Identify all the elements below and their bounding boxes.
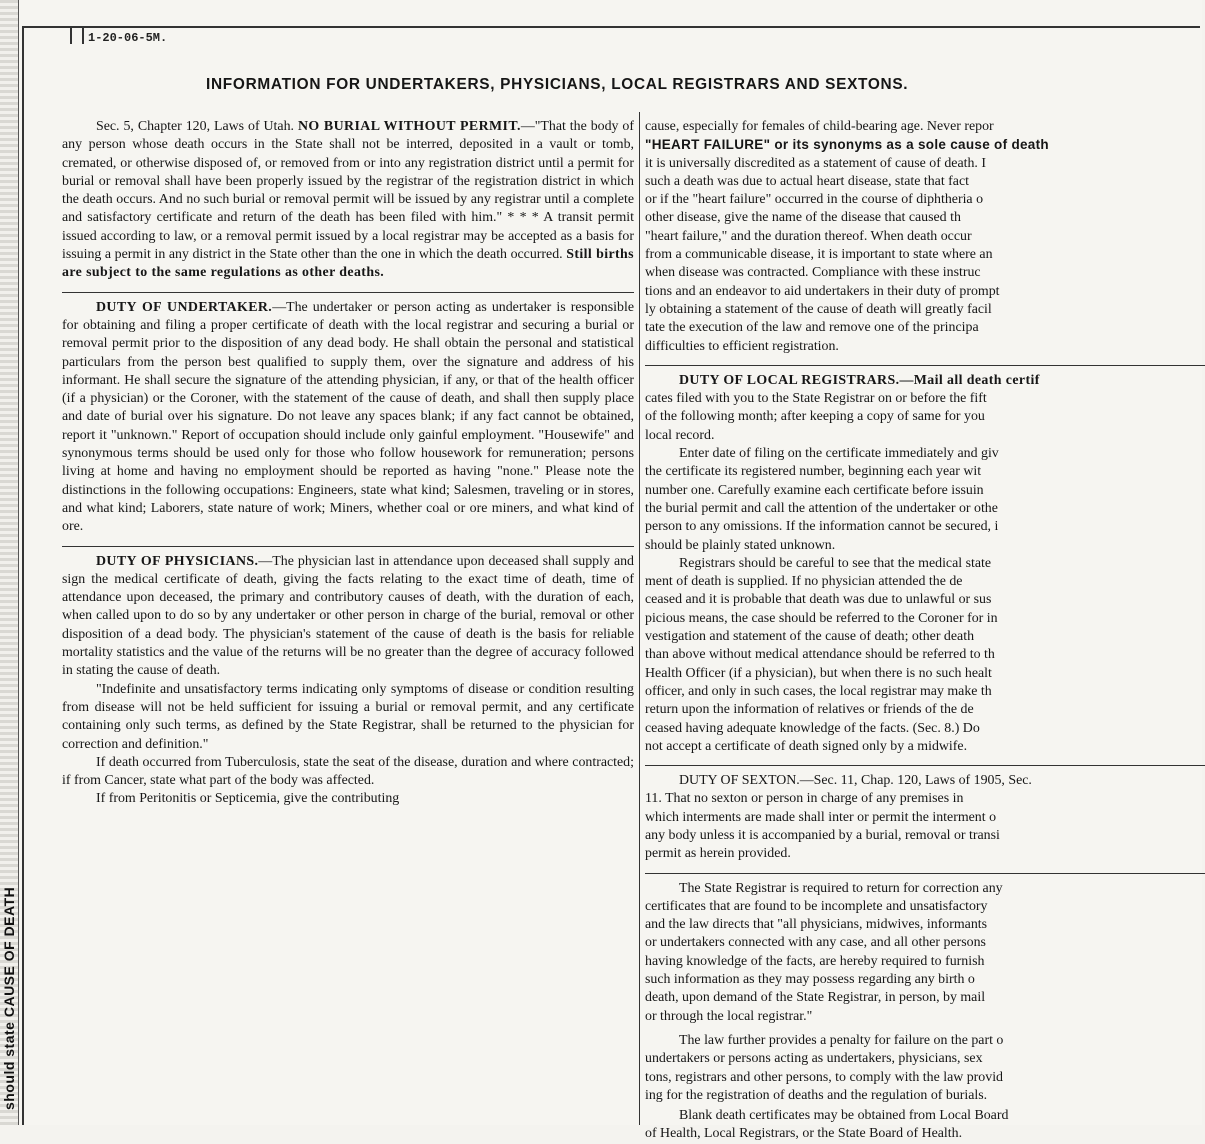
text-line: the certificate its registered number, beginning each year wit	[645, 464, 982, 480]
tuberculosis-note: If death occurred from Tuberculosis, state the seat of the disease, duration and where contracted; if from Cancer, state what part of the body was affected.	[62, 754, 634, 789]
text-line: officer, and only in such cases, the local registrar may make th	[645, 683, 992, 699]
text-line: the burial permit and call the attention of the undertaker or othe	[645, 500, 998, 516]
form-id: 1-20-06-5M.	[88, 31, 168, 45]
local-registrars-section	[645, 372, 1205, 756]
text-line: such information as they may possess regarding any birth o	[645, 972, 975, 988]
section-divider	[645, 873, 1205, 874]
text-line: tions and an endeavor to aid undertakers in their duty of prompt	[645, 283, 1000, 299]
section-divider	[62, 546, 634, 547]
still-births-note: Still births are subject to the same regulations as other deaths.	[62, 247, 634, 281]
text-line: and the law directs that "all physicians, midwives, informants	[645, 917, 988, 933]
text-line: other disease, give the name of the disease that caused th	[645, 210, 961, 226]
text-line: ceased and it is probable that death was due to unlawful or sus	[645, 592, 992, 608]
text-line: cause, especially for females of child-bearing age. Never repor	[645, 119, 994, 134]
section-divider	[62, 292, 634, 293]
form-id-bars	[70, 28, 84, 44]
text-line: should be plainly stated unknown.	[645, 537, 836, 553]
text-line: having knowledge of the facts, are hereby required to furnish	[645, 953, 985, 969]
text-line: tate the execution of the law and remove one of the principa	[645, 320, 979, 336]
text-line: Enter date of filing on the certificate immediately and giv	[679, 446, 999, 462]
text-line: or through the local registrar."	[645, 1008, 813, 1024]
margin-strip	[0, 0, 19, 1125]
text-line: ment of death is supplied. If no physician attended the de	[645, 574, 963, 590]
text-line: Registrars should be careful to see that the medical state	[679, 555, 992, 571]
text-line: permit as herein provided.	[645, 846, 791, 862]
text-line: any body unless it is accompanied by a burial, removal or transi	[645, 827, 1000, 843]
text-line: cates filed with you to the State Registrar on or before the fift	[645, 391, 987, 407]
burial-permit-text: —"That the body of any person whose death occurs in the State shall not be interred, deposited in a vault or tomb, cremated, or otherwise disposed of, or removed from or into any registration district until a permit for burial or removal shall have been properly issued by the registrar of the registration district in which the death occurs. And no such burial or removal permit will be issued by any registrar until a complete and satisfactory certificate and return of the death has been filed with him." * * * A transit permit issued according to law, or a removal permit issued by a local registrar may be accepted as a basis for issuing a permit in any district in the State other than the one in which the death occurred.	[62, 119, 634, 263]
undertaker-section	[62, 299, 634, 537]
text-line: person to any omissions. If the information cannot be secured, i	[645, 519, 999, 535]
text-line: than above without medical attendance should be referred to th	[645, 647, 995, 663]
undertaker-heading: DUTY OF UNDERTAKER.	[96, 299, 273, 315]
column-divider	[639, 112, 640, 1125]
text-line: number one. Carefully examine each certificate before issuin	[645, 482, 984, 498]
penalty-section	[645, 1032, 1205, 1105]
state-registrar-section	[645, 880, 1205, 1026]
undertaker-text: —The undertaker or person acting as undertaker is responsible for obtaining and filing a proper certificate of death with the local registrar and securing a burial or removal permit prior to the disposition of any dead body. He shall obtain the personal and statistical particulars from the person best qualified to supply them, over the signature and address of his informant. He shall secure the signature of the attending physician, if any, or that of the health officer (if a physician) or the Coroner, with the statement of the cause of death, and shall then supply place and date of burial over his signature. Do not leave any spaces blank; if any fact cannot be obtained, report it "unknown." Report of occupation should include only gainful employment. "Housewife" and synonymous terms should be used only for those who follow housework for remuneration; persons living at home and having no employment should be reported as having "none." Please note the distinctions in the following occupations: Engineers, state what kind; Salesmen, traveling or in stores, and what kind; Laborers, state nature of work; Miners, whether coal or ore miners, and what kind of ore.	[62, 299, 634, 535]
text-line: of the following month; after keeping a copy of same for you	[645, 409, 985, 425]
text-line: when disease was contracted. Compliance with these instruc	[645, 265, 981, 281]
blank-certificates-section	[645, 1107, 1205, 1144]
text-line: difficulties to efficient registration.	[645, 338, 839, 354]
text-line: ing for the registration of deaths and the regulation of burials.	[645, 1087, 988, 1103]
frame-left-rule	[22, 26, 24, 1125]
frame-top-rule	[22, 26, 1200, 28]
physicians-text: —The physician last in attendance upon deceased shall supply and sign the medical certificate of death, giving the facts relating to the exact time of death, time of attendance upon deceased, the primary and contributory causes of death, with the duration of each, when called upon to do so by any undertaker or other person in charge of the burial, removal or other disposition of a dead body. The physician's statement of the cause of death is the basis for reliable mortality statistics and the value of the returns will be no greater than the degree of accuracy followed in stating the cause of death.	[62, 553, 634, 679]
left-column	[62, 118, 634, 809]
text-line: or if the "heart failure" occurred in the course of diphtheria o	[645, 192, 984, 208]
text-line: or undertakers connected with any case, and all other persons	[645, 935, 986, 951]
text-line: undertakers or persons acting as undertakers, physicians, sex	[645, 1051, 983, 1067]
section-divider	[645, 365, 1205, 366]
text-line: ly obtaining a statement of the cause of death will greatly facil	[645, 301, 992, 317]
indefinite-terms-quote: "Indefinite and unsatisfactory terms indicating only symptoms of disease or condition resulting from disease will not be held sufficient for issuing a burial or removal permit, and any certificate containing only such terms, as defined by the State Registrar, shall be returned to the physician for correction and definition."	[62, 681, 634, 752]
text-line: ceased having adequate knowledge of the facts. (Sec. 8.) Do	[645, 720, 980, 736]
text-line: which interments are made shall inter or permit the interment o	[645, 809, 997, 825]
text-line: "HEART FAILURE" or its synonyms as a sole cause of death	[645, 137, 1049, 153]
text-line: return upon the information of relatives or friends of the de	[645, 702, 974, 718]
text-line: it is universally discredited as a statement of cause of death. I	[645, 155, 986, 171]
text-line: from a communicable disease, it is important to state where an	[645, 247, 993, 263]
sexton-section	[645, 772, 1205, 863]
continuation-block	[645, 118, 1205, 356]
page-title: INFORMATION FOR UNDERTAKERS, PHYSICIANS, LOCAL REGISTRARS AND SEXTONS.	[206, 76, 909, 93]
margin-note: should state CAUSE OF DEATH	[1, 886, 17, 1110]
text-line: tons, registrars and other persons, to comply with the law provid	[645, 1069, 1004, 1085]
physicians-heading: DUTY OF PHYSICIANS.	[96, 553, 259, 569]
text-line: such a death was due to actual heart disease, state that fact	[645, 173, 969, 189]
burial-permit-heading: NO BURIAL WITHOUT PERMIT.	[297, 119, 521, 134]
text-line: Health Officer (if a physician), but when there is no such healt	[645, 665, 992, 681]
section-divider	[645, 765, 1205, 766]
text-line: of Health, Local Registrars, or the State Board of Health.	[645, 1126, 963, 1142]
text-line: "heart failure," and the duration thereof. When death occur	[645, 228, 972, 244]
text-line: The State Registrar is required to return for correction any	[679, 880, 1003, 896]
peritonitis-note: If from Peritonitis or Septicemia, give the contributing	[96, 791, 400, 807]
text-line: The law further provides a penalty for failure on the part o	[679, 1032, 1004, 1048]
right-column	[645, 118, 1205, 1142]
text-line: Blank death certificates may be obtained from Local Board	[679, 1108, 1009, 1124]
physicians-section	[62, 553, 634, 681]
text-line: 11. That no sexton or person in charge of any premises in	[645, 791, 964, 807]
burial-permit-lead: Sec. 5, Chapter 120, Laws of Utah.	[96, 119, 294, 134]
text-line: certificates that are found to be incomplete and unsatisfactory	[645, 898, 988, 914]
text-line: local record.	[645, 427, 715, 443]
sexton-heading: DUTY OF SEXTON.—Sec. 11, Chap. 120, Laws of 1905, Sec.	[679, 773, 1032, 789]
text-line: death, upon demand of the State Registrar, in person, by mail	[645, 990, 986, 1006]
burial-permit-section	[62, 118, 634, 283]
text-line: not accept a certificate of death signed only by a midwife.	[645, 738, 968, 754]
text-line: vestigation and statement of the cause of death; other death	[645, 629, 975, 645]
text-line: picious means, the case should be referred to the Coroner for in	[645, 610, 998, 626]
local-registrars-heading: DUTY OF LOCAL REGISTRARS.—Mail all death certif	[679, 372, 1040, 388]
